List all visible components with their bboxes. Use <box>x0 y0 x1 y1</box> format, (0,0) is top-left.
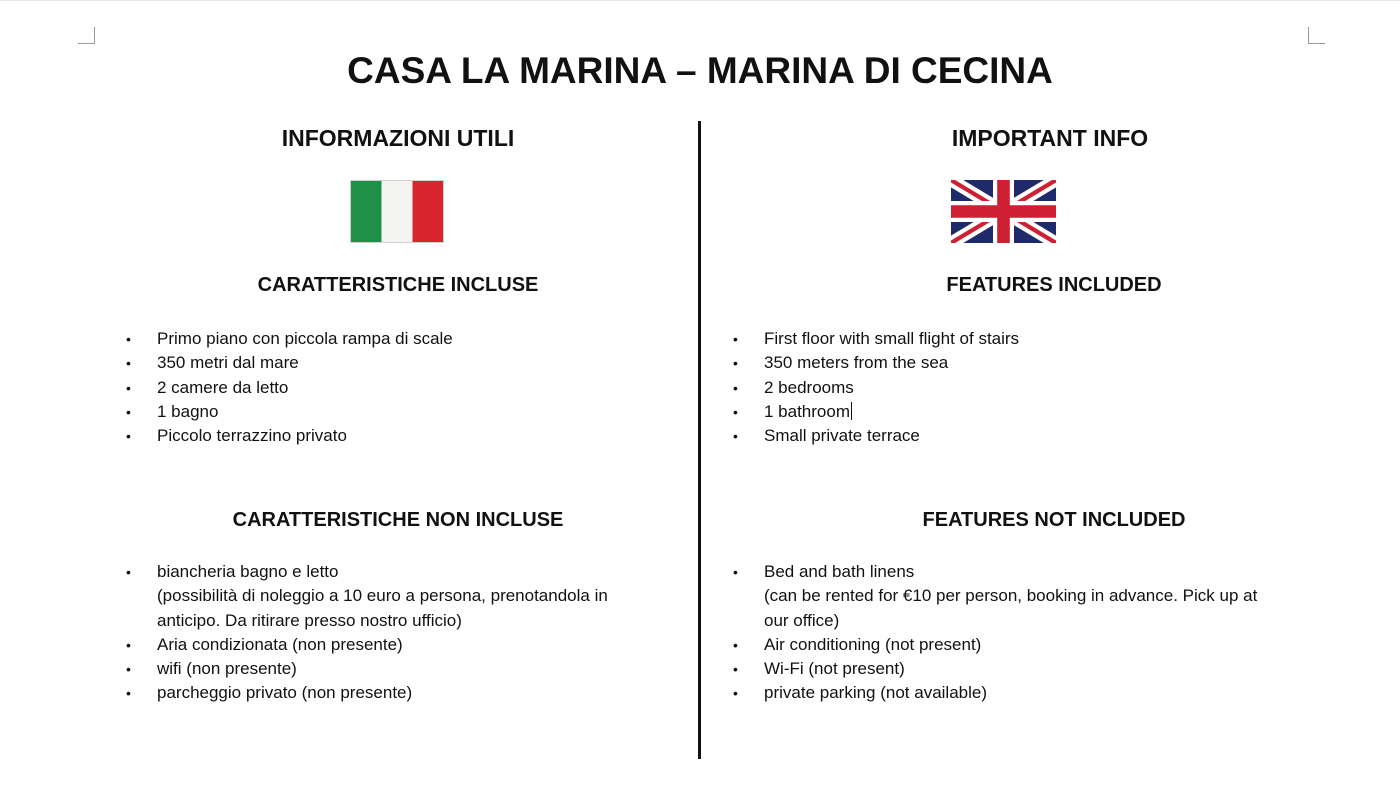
list-item[interactable]: • Piccolo terrazzino privato <box>157 424 453 448</box>
list-item[interactable]: • biancheria bagno e letto (possibilità di noleggio a 10 euro a persona, prenotandola in anticipo. Da ritirare presso nostro ufficio) <box>126 562 608 630</box>
bullet-icon: • <box>733 331 738 347</box>
bullet-icon: • <box>126 331 131 347</box>
bullet-icon: • <box>733 379 738 396</box>
list-item[interactable]: • wifi (non presente) <box>157 657 608 681</box>
english-not-included-list <box>733 560 1258 706</box>
page-margin-corner-top-right <box>1308 27 1325 44</box>
english-included-list <box>733 327 1020 448</box>
list-item[interactable]: • private parking (not available) <box>764 681 1257 705</box>
list-item[interactable]: • 350 meters from the sea <box>764 351 1019 375</box>
list-item[interactable]: • 1 bathroom <box>764 400 1019 424</box>
uk-flag-icon <box>951 180 1056 243</box>
list-item[interactable]: • 1 bagno <box>157 400 453 424</box>
italian-included-list <box>126 327 453 448</box>
english-not-included-heading[interactable]: FEATURES NOT INCLUDED <box>922 509 1186 531</box>
list-item[interactable]: • Wi-Fi (not present) <box>764 657 1257 681</box>
bullet-icon: • <box>126 403 131 420</box>
text-cursor <box>851 402 852 420</box>
list-item[interactable]: • Small private terrace <box>764 424 1019 448</box>
list-item[interactable]: • Aria condizionata (non presente) <box>157 633 608 657</box>
bullet-icon: • <box>733 564 738 580</box>
column-divider <box>698 121 701 759</box>
bullet-icon: • <box>733 355 738 372</box>
list-item[interactable]: • Primo piano con piccola rampa di scale <box>157 327 453 351</box>
list-item[interactable]: • Air conditioning (not present) <box>764 633 1257 657</box>
bullet-icon: • <box>126 661 131 678</box>
bullet-icon: • <box>733 685 738 702</box>
bullet-icon: • <box>733 661 738 678</box>
italian-included-heading[interactable]: CARATTERISTICHE INCLUSE <box>257 274 539 296</box>
document-title[interactable]: CASA LA MARINA – MARINA DI CECINA <box>347 50 1053 91</box>
english-included-heading[interactable]: FEATURES INCLUDED <box>946 274 1162 296</box>
italy-flag-icon <box>350 180 444 243</box>
bullet-icon: • <box>733 403 738 420</box>
italian-not-included-heading[interactable]: CARATTERISTICHE NON INCLUSE <box>232 509 564 531</box>
bullet-icon: • <box>126 379 131 396</box>
bullet-icon: • <box>126 355 131 372</box>
page-top-edge <box>0 0 1400 1</box>
list-item[interactable]: • 350 metri dal mare <box>157 351 453 375</box>
bullet-icon: • <box>126 685 131 702</box>
list-item[interactable]: • 2 bedrooms <box>764 376 1019 400</box>
list-item[interactable]: • 2 camere da letto <box>157 376 453 400</box>
bullet-icon: • <box>733 636 738 653</box>
list-item[interactable]: • Bed and bath linens (can be rented for €10 per person, booking in advance. Pick up at our office) <box>733 562 1258 630</box>
page-margin-corner-top-left <box>78 27 95 44</box>
bullet-icon: • <box>126 428 131 445</box>
list-item[interactable]: • First floor with small flight of stairs <box>764 327 1019 351</box>
bullet-icon: • <box>733 428 738 445</box>
bullet-icon: • <box>126 636 131 653</box>
italian-not-included-list <box>126 560 608 706</box>
italian-info-heading[interactable]: INFORMAZIONI UTILI <box>281 125 515 151</box>
bullet-icon: • <box>126 564 131 580</box>
list-item[interactable]: • parcheggio privato (non presente) <box>157 681 608 705</box>
english-info-heading[interactable]: IMPORTANT INFO <box>951 125 1149 151</box>
